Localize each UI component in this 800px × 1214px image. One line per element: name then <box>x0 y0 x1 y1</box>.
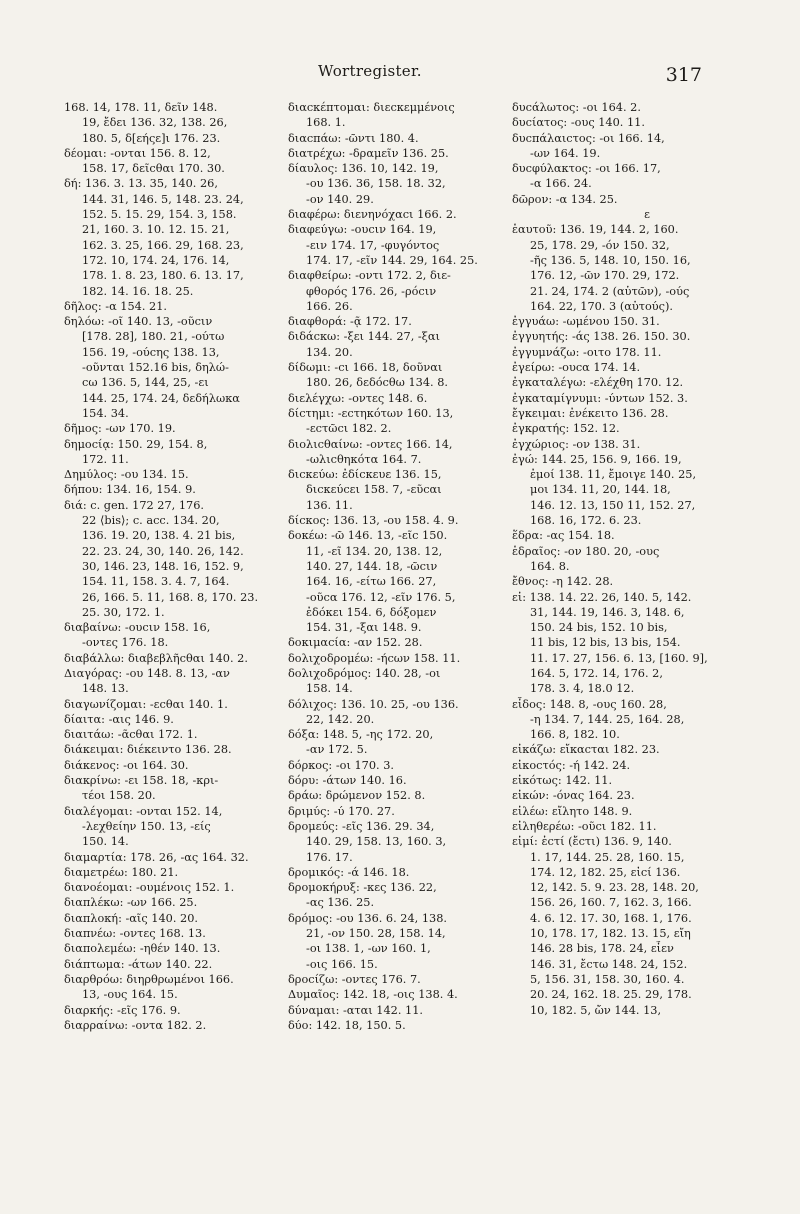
entry-continuation: ϲω 136. 5, 144, 25, -ει <box>82 376 209 390</box>
entry-continuation: 140. 27, 144. 18, -ῶϲιν <box>306 559 438 573</box>
entry-continuation: 174. 12, 182. 25, εἰϲί 136. <box>530 865 681 879</box>
entry-continuation: 176. 17. <box>306 850 353 864</box>
entry-continuation: 25. 30, 172. 1. <box>82 605 165 619</box>
entry-continuation: -ον 140. 29. <box>306 192 374 206</box>
entry-continuation: -ου 136. 36, 158. 18. 32, <box>306 177 446 191</box>
entry-continuation: 166. 26. <box>306 299 353 313</box>
index-entry: δράω: δρώμενον 152. 8. <box>288 789 426 803</box>
index-entry: δόλιχος: 136. 10. 25, -ου 136. <box>288 697 459 711</box>
entry-continuation: 172. 11. <box>82 452 129 466</box>
index-entry: Δυμαῖος: 142. 18, -οις 138. 4. <box>288 988 458 1002</box>
entry-continuation: 134. 20. <box>306 345 353 359</box>
index-entry: ἐγώ: 144. 25, 156. 9, 166. 19, <box>512 452 682 466</box>
entry-continuation: 156. 19, -ούϲης 138. 13, <box>82 345 220 359</box>
entry-continuation: 152. 5. 15. 29, 154. 3, 158. <box>82 208 237 222</box>
index-entry: δόρυ: -άτων 140. 16. <box>288 774 407 788</box>
entry-continuation: -ωλιϲθηκότα 164. 7. <box>306 452 422 466</box>
index-entry: διαβάλλω: διαβεβλῆϲθαι 140. 2. <box>64 651 248 665</box>
entry-continuation: 22, 142. 20. <box>306 712 375 726</box>
index-entry: δόξα: 148. 5, -ης 172. 20, <box>288 728 434 742</box>
entry-continuation: -εϲτῶϲι 182. 2. <box>306 422 392 436</box>
entry-continuation: 22. 23. 24, 30, 140. 26, 142. <box>82 544 244 558</box>
entry-continuation: 164. 22, 170. 3 (αὑτούς). <box>530 299 673 313</box>
index-entry: δῆμος: -ων 170. 19. <box>64 422 176 436</box>
index-entry: δρομεύς: -εῖς 136. 29. 34, <box>288 819 435 833</box>
index-entry: διάκενος: -οι 164. 30. <box>64 758 189 772</box>
index-entry: ἐγκρατής: 152. 12. <box>512 422 620 436</box>
entry-continuation: 178. 1. 8. 23, 180. 6. 13. 17, <box>82 269 244 283</box>
index-entry: δῶρον: -α 134. 25. <box>512 192 618 206</box>
index-entry: δολιχοδρόμος: 140. 28, -οι <box>288 666 441 680</box>
entry-continuation: 146. 28 bis, 178. 24, εἶεν <box>530 942 674 956</box>
index-entry: διαλέγομαι: -ονται 152. 14, <box>64 804 223 818</box>
index-entry: εἰλέω: εἴλητο 148. 9. <box>512 804 633 818</box>
index-entry: ἐγκαταλέγω: -ελέχθη 170. 12. <box>512 376 684 390</box>
index-entry: διαπλέκω: -ων 166. 25. <box>64 896 198 910</box>
entry-continuation: 156. 26, 160. 7, 162. 3, 166. <box>530 896 692 910</box>
entry-continuation: 166. 8, 182. 10. <box>530 728 620 742</box>
entry-continuation: -οῦϲα 176. 12, -εῖν 176. 5, <box>306 590 456 604</box>
entry-continuation: 146. 31, ἔϲτω 148. 24, 152. <box>530 957 688 971</box>
index-entry: δίαιτα: -αις 146. 9. <box>64 712 174 726</box>
entry-continuation: -αν 172. 5. <box>306 743 368 757</box>
index-entry: διαμετρέω: 180. 21. <box>64 865 179 879</box>
entry-continuation: 158. 14. <box>306 682 353 696</box>
entry-continuation: 26, 166. 5. 11, 168. 8, 170. 23. <box>82 590 259 604</box>
entry-continuation: 22 ⟨bis⟩; c. acc. 134. 20, <box>82 514 220 528</box>
entry-continuation: 162. 3. 25, 166. 29, 168. 23, <box>82 238 244 252</box>
index-entry: διαρκής: -εῖς 176. 9. <box>64 1003 181 1017</box>
entry-continuation: 178. 3. 4, 18.0 12. <box>530 682 635 696</box>
entry-continuation: 164. 16, -είτω 166. 27, <box>306 575 437 589</box>
entry-continuation: μοι 134. 11, 20, 144. 18, <box>530 483 671 497</box>
entry-continuation: 136. 11. <box>306 498 353 512</box>
entry-continuation: 31, 144. 19, 146. 3, 148. 6, <box>530 605 685 619</box>
index-entry: διαρραίνω: -οντα 182. 2. <box>64 1018 207 1032</box>
index-entry: δρομοκήρυξ: -κες 136. 22, <box>288 881 437 895</box>
entry-continuation: 11. 17. 27, 156. 6. 13, [160. 9], <box>530 651 708 665</box>
entry-continuation: -ας 136. 25. <box>306 896 375 910</box>
index-entry: δολιχοδρομέω: -ήϲων 158. 11. <box>288 651 461 665</box>
index-entry: διαγωνίζομαι: -εϲθαι 140. 1. <box>64 697 228 711</box>
index-entry: διαφεύγω: -ουϲιν 164. 19, <box>288 223 437 237</box>
index-entry: διϲκεύω: ἐδίϲκευε 136. 15, <box>288 468 442 482</box>
index-entry: διάκειμαι: διέκειντο 136. 28. <box>64 743 232 757</box>
index-entry: διαβαίνω: -ουϲιν 158. 16, <box>64 621 211 635</box>
index-entry: διατρέχω: -δραμεῖν 136. 25. <box>288 146 449 160</box>
index-entry: δέομαι: -ονται 156. 8. 12, <box>64 146 211 160</box>
entry-continuation: ἐδόκει 154. 6, δόξομεν <box>306 605 437 619</box>
index-entry: ἐγείρω: -ουϲα 174. 14. <box>512 361 641 375</box>
running-title: Wortregister. <box>318 62 422 80</box>
entry-continuation: 4. 6. 12. 17. 30, 168. 1, 176. <box>530 911 692 925</box>
entry-continuation: 150. 14. <box>82 835 129 849</box>
index-entry: δυϲάλωτος: -οι 164. 2. <box>512 101 641 114</box>
index-entry: διαιτάω: -ᾶϲθαι 172. 1. <box>64 728 198 742</box>
entry-continuation: 1. 17, 144. 25. 28, 160. 15, <box>530 850 685 864</box>
index-entry: εἰκότως: 142. 11. <box>512 774 613 788</box>
index-entry: εἰκών: -όνας 164. 23. <box>512 789 635 803</box>
index-entry: διαϲκέπτομαι: διεϲκεμμένοις <box>288 101 455 114</box>
index-entry: ἔθνος: -η 142. 28. <box>512 575 614 589</box>
entry-continuation: 146. 12. 13, 150 11, 152. 27, <box>530 498 696 512</box>
index-entry: δήπου: 134. 16, 154. 9. <box>64 483 196 497</box>
entry-continuation: -οις 166. 15. <box>306 957 378 971</box>
index-entry: διαπλοκή: -αῖς 140. 20. <box>64 911 198 925</box>
entry-continuation: -οντες 176. 18. <box>82 636 169 650</box>
index-entry: δροϲίζω: -οντες 176. 7. <box>288 972 421 986</box>
index-entry: δυϲπάλαιϲτος: -οι 166. 14, <box>512 131 665 145</box>
entry-continuation: 5, 156. 31, 158. 30, 160. 4. <box>530 972 685 986</box>
entry-continuation: 21, -ον 150. 28, 158. 14, <box>306 927 446 941</box>
entry-continuation: 164. 5, 172. 14, 176. 2, <box>530 666 663 680</box>
index-entry: διαφέρω: διενηνόχαϲι 166. 2. <box>288 208 457 222</box>
index-entry: διολιϲθαίνω: -οντες 166. 14, <box>288 437 453 451</box>
entry-continuation: 25, 178. 29, -όν 150. 32, <box>530 238 670 252</box>
index-entry: διαϲπάω: -ῶντι 180. 4. <box>288 131 419 145</box>
index-entry: δίδωμι: -ϲι 166. 18, δοῦναι <box>288 361 443 375</box>
entry-continuation: διϲκεύϲει 158. 7, -εῦϲαι <box>306 483 442 497</box>
index-entry: διαμαρτία: 178. 26, -ας 164. 32. <box>64 850 249 864</box>
index-entry: εἰκάζω: εἴκαϲται 182. 23. <box>512 743 660 757</box>
index-entry: ἕδρα: -ας 154. 18. <box>512 529 615 543</box>
index-entry: διαρθρόω: διηρθρωμένοι 166. <box>64 972 234 986</box>
index-entry: ἐγχώριος: -ον 138. 31. <box>512 437 641 451</box>
entry-continuation: 172. 10, 174. 24, 176. 14, <box>82 253 230 267</box>
entry-continuation: -οι 138. 1, -ων 160. 1, <box>306 942 431 956</box>
entry-continuation: 168. 16, 172. 6. 23. <box>530 514 642 528</box>
entry-continuation: 176. 12, -ῶν 170. 29, 172. <box>530 269 680 283</box>
index-entry: διαφθορά: -ᾷ 172. 17. <box>288 315 412 329</box>
index-entry: εἰκοϲτός: -ή 142. 24. <box>512 758 631 772</box>
entry-continuation: φθορός 176. 26, -ρόϲιν <box>306 284 437 298</box>
entry-continuation: [178. 28], 180. 21, -ούτω <box>82 330 225 344</box>
index-entry: δίϲκος: 136. 13, -ου 158. 4. 9. <box>288 514 459 528</box>
index-entry: διακρίνω: -ει 158. 18, -κρι- <box>64 774 219 788</box>
entry-continuation: 154. 34. <box>82 406 129 420</box>
index-entry: δοκέω: -ῶ 146. 13, -εῖϲ 150. <box>288 529 448 543</box>
index-entry: Διαγόρας: -ου 148. 8. 13, -αν <box>64 666 230 680</box>
entry-continuation: 158. 17, δεῖϲθαι 170. 30. <box>82 162 225 176</box>
entry-continuation: 144. 25, 174. 24, δεδήλωκα <box>82 391 240 405</box>
entry-continuation: -α 166. 24. <box>530 177 592 191</box>
index-entry: δῆλος: -α 154. 21. <box>64 299 168 313</box>
index-entry: δηλόω: -οῖ 140. 13, -οῦϲιν <box>64 315 213 329</box>
index-entry: δριμύς: -ύ 170. 27. <box>288 804 395 818</box>
index-entry: δύο: 142. 18, 150. 5. <box>288 1018 406 1032</box>
entry-continuation: 140. 29, 158. 13, 160. 3, <box>306 835 447 849</box>
index-column-2 <box>288 100 502 1033</box>
index-entry: διανοέομαι: -ουμένοις 152. 1. <box>64 881 235 895</box>
index-entry: δόρκος: -οι 170. 3. <box>288 758 394 772</box>
entry-continuation: -ῆς 136. 5, 148. 10, 150. 16, <box>530 253 691 267</box>
entry-continuation: -ων 164. 19. <box>530 146 601 160</box>
entry-continuation: 154. 11, 158. 3. 4. 7, 164. <box>82 575 230 589</box>
entry-continuation: 13, -ους 164. 15. <box>82 988 178 1002</box>
entry-continuation: 144. 31, 146. 5, 148. 23. 24, <box>82 192 244 206</box>
index-entry: ἐγγυμνάζω: -οιτο 178. 11. <box>512 345 662 359</box>
index-entry: ἑαυτοῦ: 136. 19, 144. 2, 160. <box>512 223 679 237</box>
index-entry: ἔγκειμαι: ἐνέκειτο 136. 28. <box>512 406 669 420</box>
index-entry: διά: c. gen. 172 27, 176. <box>64 498 205 512</box>
index-entry: διαφθείρω: -οντι 172. 2, διε- <box>288 269 451 283</box>
entry-continuation: 11, -εῖ 134. 20, 138. 12, <box>306 544 443 558</box>
entry-continuation: 10, 178. 17, 182. 13. 15, εἴη <box>530 927 691 941</box>
index-entry: ἐγγυητής: -άς 138. 26. 150. 30. <box>512 330 691 344</box>
entry-continuation: 21. 24, 174. 2 (αὑτῶν), -ούς <box>530 284 690 298</box>
index-entry: ἐγκαταμίγνυμι: -ύντων 152. 3. <box>512 391 688 405</box>
index-entry: δύναμαι: -αται 142. 11. <box>288 1003 424 1017</box>
entry-continuation: -οῦνται 152.16 bis, δηλώ- <box>82 361 229 375</box>
index-entry: Δημύλος: -ου 134. 15. <box>64 468 189 482</box>
entry-continuation: 154. 31, -ξαι 148. 9. <box>306 621 422 635</box>
entry-continuation: 19, ἔδει 136. 32, 138. 26, <box>82 116 228 130</box>
entry-continuation: 180. 26, δεδόϲθω 134. 8. <box>306 376 449 390</box>
index-entry: ἑδραῖος: -ον 180. 20, -ους <box>512 544 660 558</box>
entry-continuation: 148. 13. <box>82 682 129 696</box>
index-entry: δυϲφύλακτος: -οι 166. 17, <box>512 162 661 176</box>
index-column-1 <box>64 100 286 1033</box>
index-entry: δίϲτημι: -εϲτηκότων 160. 13, <box>288 406 454 420</box>
page-number: 317 <box>665 64 702 86</box>
entry-continuation: 136. 19. 20, 138. 4. 21 bis, <box>82 529 236 543</box>
index-entry: δή: 136. 3. 13. 35, 140. 26, <box>64 177 218 191</box>
index-entry: εἰμί: ἐϲτί (ἔϲτι) 136. 9, 140. <box>512 835 672 849</box>
index-entry: δημοϲίᾳ: 150. 29, 154. 8, <box>64 437 208 451</box>
index-entry: διαπνέω: -οντες 168. 13. <box>64 927 206 941</box>
index-entry: δρομικός: -ά 146. 18. <box>288 865 410 879</box>
entry-continuation: 150. 24 bis, 152. 10 bis, <box>530 621 668 635</box>
index-entry: διδάϲκω: -ξει 144. 27, -ξαι <box>288 330 440 344</box>
index-entry: διαπολεμέω: -ηθέν 140. 13. <box>64 942 221 956</box>
entry-continuation: 10, 182. 5, ὤν 144. 13, <box>530 1003 662 1017</box>
entry-continuation: 182. 14. 16. 18. 25. <box>82 284 194 298</box>
index-entry: εἰληθερέω: -οῦϲι 182. 11. <box>512 819 657 833</box>
index-entry: δοκιμαϲία: -αν 152. 28. <box>288 636 423 650</box>
index-entry: 168. 14, 178. 11, δεῖν 148. <box>64 101 218 114</box>
index-entry: δυϲίατος: -ους 140. 11. <box>512 116 645 130</box>
index-entry: δίαυλος: 136. 10, 142. 19, <box>288 162 439 176</box>
index-entry: διελέγχω: -οντες 148. 6. <box>288 391 428 405</box>
index-entry: δρόμος: -ου 136. 6. 24, 138. <box>288 911 448 925</box>
entry-continuation: ἐμοί 138. 11, ἔμοιγε 140. 25, <box>530 468 697 482</box>
index-entry: ἐγγυάω: -ωμένου 150. 31. <box>512 315 660 329</box>
section-letter: ε <box>644 208 650 222</box>
entry-continuation: -η 134. 7, 144. 25, 164. 28, <box>530 712 685 726</box>
index-entry: εἰ: 138. 14. 22. 26, 140. 5, 142. <box>512 590 692 604</box>
entry-continuation: 164. 8. <box>530 559 570 573</box>
entry-continuation: -ειν 174. 17, -φυγόντος <box>306 238 440 252</box>
entry-continuation: 30, 146. 23, 148. 16, 152. 9, <box>82 559 244 573</box>
entry-continuation: 21, 160. 3. 10. 12. 15. 21, <box>82 223 230 237</box>
page-header <box>0 62 800 88</box>
index-column-3 <box>512 100 782 1018</box>
entry-continuation: 180. 5, δ[εήςε]ι 176. 23. <box>82 131 221 145</box>
entry-continuation: 20. 24, 162. 18. 25. 29, 178. <box>530 988 692 1002</box>
entry-continuation: 174. 17, -εῖν 144. 29, 164. 25. <box>306 253 478 267</box>
entry-continuation: 11 bis, 12 bis, 13 bis, 154. <box>530 636 681 650</box>
entry-continuation: 168. 1. <box>306 116 346 130</box>
index-entry: εἶδος: 148. 8, -ους 160. 28, <box>512 697 667 711</box>
entry-continuation: 12, 142. 5. 9. 23. 28, 148. 20, <box>530 881 699 895</box>
entry-continuation: τέοι 158. 20. <box>82 789 156 803</box>
index-entry: διάπτωμα: -άτων 140. 22. <box>64 957 213 971</box>
entry-continuation: -λεχθείην 150. 13, -είς <box>82 819 211 833</box>
